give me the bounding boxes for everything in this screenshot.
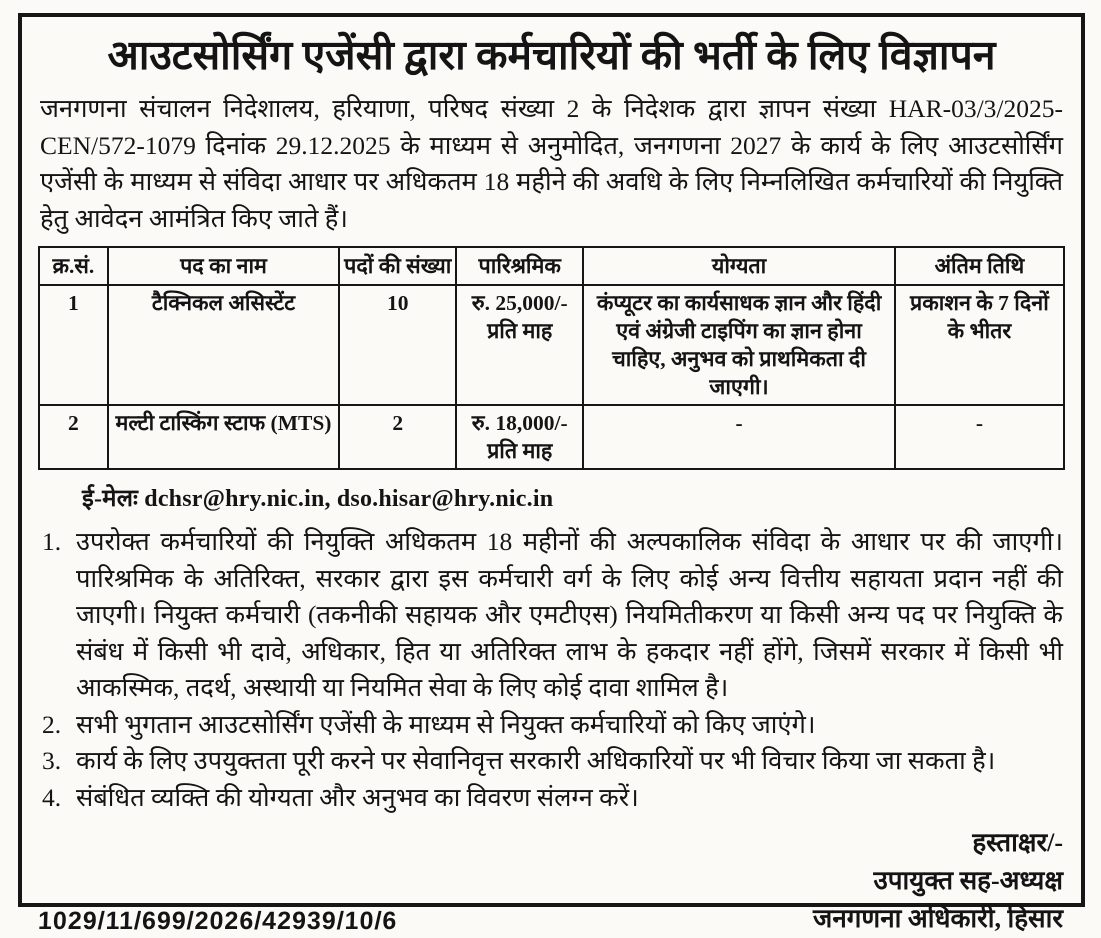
cell-sno: 2 bbox=[39, 405, 108, 469]
pay-amount: रु. 25,000/- bbox=[471, 291, 568, 315]
posts-table bbox=[38, 246, 1065, 470]
cell-post-count: 2 bbox=[339, 405, 456, 469]
intro-paragraph: जनगणना संचालन निदेशालय, हरियाणा, परिषद संख्या 2 के निदेशक द्वारा ज्ञापन संख्या HAR-03/3/2025-CEN/572-1079 दिनांक 29.12.2025 के माध्यम से अनुमोदित, जनगणना 2027 के कार्य के लिए आउटसोर्सिंग एजेंसी के माध्यम से संविदा आधार पर अधिकतम 18 महीने की अवधि के लिए निम्नलिखित कर्मचारियों की नियुक्ति हेतु आवेदन आमंत्रित किए जाते हैं। bbox=[40, 94, 1063, 233]
note-text: संबंधित व्यक्ति की योग्यता और अनुभव का विवरण संलग्न करें। bbox=[76, 782, 639, 812]
table-row bbox=[39, 285, 1064, 405]
page-title: आउटसोर्सिंग एजेंसी द्वारा कर्मचारियों की भर्ती के लिए विज्ञापन bbox=[107, 32, 996, 78]
cell-last-date: प्रकाशन के 7 दिनों के भीतर bbox=[895, 285, 1064, 405]
cell-post-name: टैक्निकल असिस्टेंट bbox=[108, 285, 340, 405]
signature-line: हस्ताक्षर/- bbox=[972, 828, 1063, 857]
cell-post-count: 10 bbox=[339, 285, 456, 405]
table-header-row bbox=[39, 247, 1064, 285]
note-number: 4. bbox=[42, 782, 62, 812]
header-sno: क्र.सं. bbox=[39, 247, 108, 285]
cell-last-date: - bbox=[895, 405, 1064, 469]
list-item bbox=[38, 524, 1065, 707]
cell-qualification: - bbox=[583, 405, 895, 469]
header-qualification: योग्यता bbox=[583, 247, 895, 285]
pay-period: प्रति माह bbox=[487, 319, 553, 343]
pay-period: प्रति माह bbox=[487, 439, 553, 463]
list-item bbox=[38, 707, 1065, 744]
note-number: 2. bbox=[42, 709, 62, 739]
email-addresses: dchsr@hry.nic.in, dso.hisar@hry.nic.in bbox=[144, 486, 554, 512]
header-post-count: पदों की संख्या bbox=[339, 247, 456, 285]
note-text: कार्य के लिए उपयुक्तता पूरी करने पर सेवानिवृत्त सरकारी अधिकारियों पर भी विचार किया जा सकता है। bbox=[76, 746, 996, 775]
list-item bbox=[38, 743, 1065, 780]
cell-pay bbox=[456, 405, 583, 469]
email-label: ई-मेलः bbox=[82, 486, 139, 512]
reference-number: 1029/11/699/2026/42939/10/6 bbox=[37, 907, 398, 935]
pay-amount: रु. 18,000/- bbox=[471, 411, 568, 435]
signatory-office: जनगणना अधिकारी, हिसार bbox=[813, 904, 1063, 933]
cell-qualification: कंप्यूटर का कार्यसाधक ज्ञान और हिंदी एवं अंग्रेजी टाइपिंग का ज्ञान होना चाहिए, अनुभव को प्राथमिकता दी जाएगी। bbox=[583, 285, 895, 405]
header-last-date: अंतिम तिथि bbox=[895, 247, 1064, 285]
note-number: 3. bbox=[42, 746, 62, 775]
list-item bbox=[38, 780, 1065, 817]
header-post-name: पद का नाम bbox=[108, 247, 340, 285]
signatory-designation: उपायुक्त सह-अध्यक्ष bbox=[873, 866, 1063, 895]
signature-block bbox=[813, 824, 1065, 938]
table-row bbox=[39, 405, 1064, 469]
cell-post-name: मल्टी टास्किंग स्टाफ (MTS) bbox=[108, 405, 340, 469]
note-text: उपरोक्त कर्मचारियों की नियुक्ति अधिकतम 18 महीनों की अल्पकालिक संविदा के आधार पर की जाएगी। पारिश्रमिक के अतिरिक्त, सरकार द्वारा इस कर्मचारी वर्ग के लिए कोई अन्य वित्तीय सहायता प्रदान नहीं की जाएगी। नियुक्त कर्मचारी (तकनीकी सहायक और एमटीएस) नियमितीकरण या किसी अन्य पद पर नियुक्ति के संबंध में किसी भी दावे, अधिकार, हित या अतिरिक्त लाभ के हकदार नहीं होंगे, जिसमें सरकार में किसी भी आकस्मिक, तदर्थ, अस्थायी या नियमित सेवा के लिए कोई दावा शामिल है। bbox=[76, 527, 1063, 702]
footer bbox=[38, 824, 1065, 938]
cell-sno: 1 bbox=[39, 285, 108, 405]
header-pay: पारिश्रमिक bbox=[456, 247, 583, 285]
advertisement-page bbox=[18, 13, 1085, 935]
notes-list bbox=[38, 524, 1065, 816]
note-number: 1. bbox=[42, 527, 62, 556]
cell-pay bbox=[456, 285, 583, 405]
email-line bbox=[38, 470, 1065, 524]
note-text: सभी भुगतान आउटसोर्सिंग एजेंसी के माध्यम से नियुक्त कर्मचारियों को किए जाएंगे। bbox=[76, 709, 816, 739]
